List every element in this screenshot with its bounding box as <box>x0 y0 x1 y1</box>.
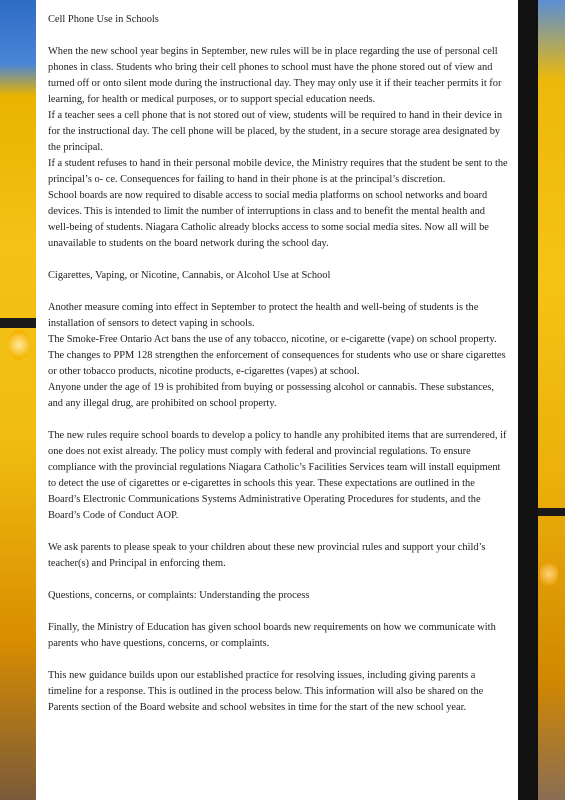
paragraph-age-restriction: Anyone under the age of 19 is prohibited from buying or possessing alcohol or cannabis. These substances, and any illegal drug, are prohibited on school property. <box>48 382 494 409</box>
bus-stripe-left <box>0 318 36 328</box>
background-photo-left <box>0 0 36 800</box>
paragraph-social-media: School boards are now required to disable access to social media platforms on school networks and board devices. This is intended to limit the number of interruptions in class and to benefit the mental health and well-being of students. Niagara Catholic already blocks access to some social media sites. Now all will be unavailable to students on the board network during the school day. <box>48 190 489 249</box>
document-page <box>36 0 518 800</box>
paragraph-teacher-sees-phone: If a teacher sees a cell phone that is not stored out of view, students will be required to hand in their device in for the instructional day. The cell phone will be placed, by the student, in a secure storage area designated by the principal. <box>48 110 503 153</box>
paragraph-smoke-free-act: The Smoke-Free Ontario Act bans the use of any tobacco, nicotine, or e-cigarette (vape) on school property. The changes to PPM 128 strengthen the enforcement of consequences for students who use or share cigarettes or other tobacco products, nicotine products, e-cigarettes (vapes) at school. <box>48 334 506 377</box>
bus-light-left <box>8 330 30 360</box>
section-heading-vaping: Cigarettes, Vaping, or Nicotine, Cannabis, or Alcohol Use at School <box>48 270 331 281</box>
document-title: Cell Phone Use in Schools <box>48 14 159 25</box>
paragraph-ministry-requirements: Finally, the Ministry of Education has given school boards new requirements on how we communicate with parents who have questions, concerns, or complaints. <box>48 622 496 649</box>
paragraph-vape-sensors: Another measure coming into effect in September to protect the health and well-being of students is the installation of sensors to detect vaping in schools. <box>48 302 479 329</box>
paragraph-new-guidance: This new guidance builds upon our established practice for resolving issues, including giving parents a timeline for a response. This is outlined in the process below. This information will also be shared on the Parents section of the Board website and school websites in time for the start of the new school year. <box>48 670 484 713</box>
paragraph-new-rules-policy: The new rules require school boards to develop a policy to handle any prohibited items that are surrendered, if one does not exist already. The policy must comply with federal and provincial regulations. To ensure compliance with the provincial regulations Niagara Catholic’s Facilities Services team will install equipment to detect the use of cigarettes or e-cigarettes in schools this year. These expectations are outlined in the Board’s Electronic Communications Systems Administrative Operating Procedures for students, and the Board’s Code of Conduct AOP. <box>48 430 507 521</box>
paragraph-intro: When the new school year begins in September, new rules will be in place regarding the use of personal cell phones in class. Students who bring their cell phones to school must have the phone stored out of view and turned off or onto silent mode during the instructional day. They may only use it if their teacher permits it for learning, for health or medical purposes, or to support special education needs. <box>48 46 502 105</box>
bus-light-right <box>540 560 558 588</box>
paragraph-refusal: If a student refuses to hand in their personal mobile device, the Ministry requires that the student be sent to the principal’s o- ce. Consequences for failing to hand in their phone is at the principal’s discretion. <box>48 158 508 185</box>
paragraph-parents-ask: We ask parents to please speak to your children about these new provincial rules and support your child’s teacher(s) and Principal in enforcing them. <box>48 542 486 569</box>
page-edge-shadow <box>518 0 538 800</box>
section-heading-complaints: Questions, concerns, or complaints: Understanding the process <box>48 590 310 601</box>
